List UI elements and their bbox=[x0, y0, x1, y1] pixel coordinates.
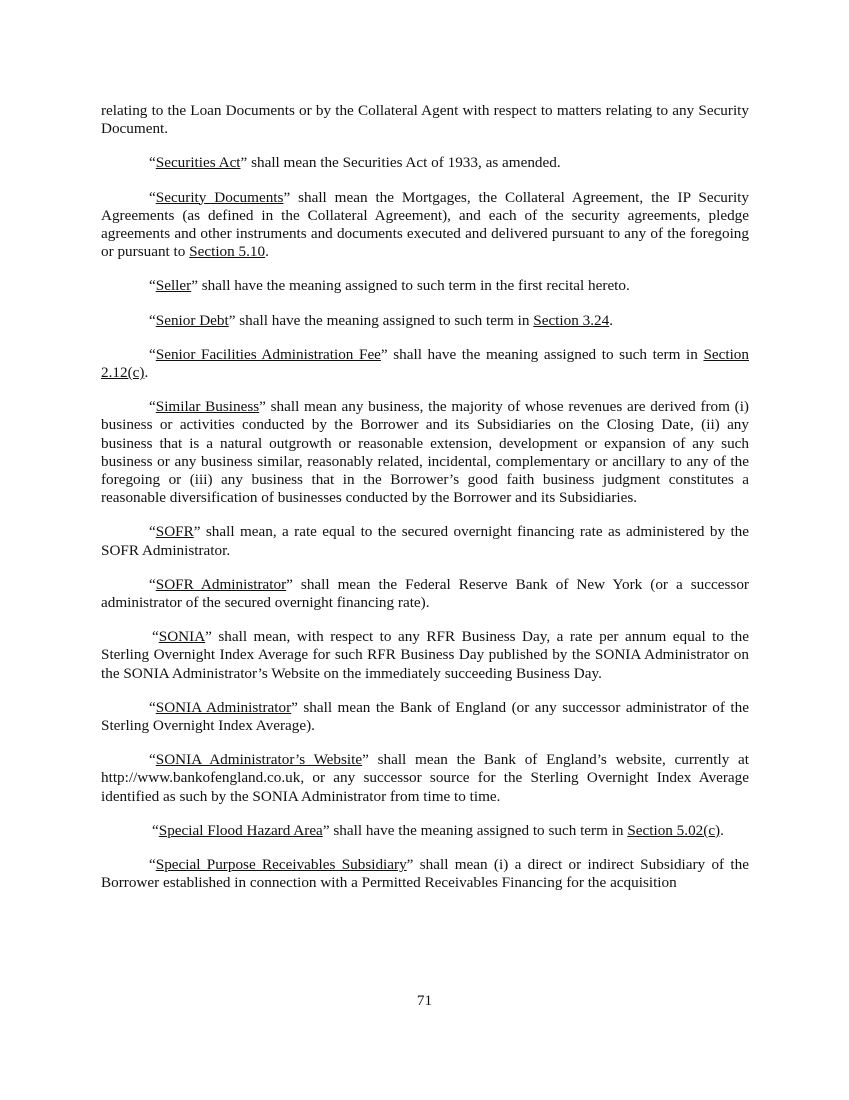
definition-security-documents bbox=[101, 189, 749, 262]
defined-term: Seller bbox=[155, 277, 192, 295]
defined-term: Special Flood Hazard Area bbox=[158, 821, 323, 839]
open-quote: “ bbox=[149, 154, 156, 172]
defined-term: Special Purpose Receivables Subsidiary bbox=[155, 856, 407, 874]
definition-text: ” shall mean any business, the majority of whose revenues are derived from (i) business or activities conducted by the Borrower and its Subsidiaries on the Closing Date, (ii) any business that is a natural outgrowth or reasonable extension, development or expansion of any such business or any business similar, reasonably related, incidental, complementary or ancillary to any of the foregoing or (iii) any business that in the Borrower’s good faith business judgment constitutes a reasonable diversification of businesses conducted by the Borrower and its Subsidiaries. bbox=[101, 398, 749, 507]
definition-text: ” shall mean the Bank of England’s website, currently at http://www.bankofengland.co.uk, or any successor source for the Sterling Overnight Index Average identified as such by the SONIA Administrator from time to time. bbox=[101, 751, 749, 805]
definition-text: ” shall mean the Bank of England (or any successor administrator of the Sterling Overnight Index Average). bbox=[101, 698, 749, 735]
definition-text: ” shall mean (i) a direct or indirect Subsidiary of the Borrower established in connection with a Permitted Receivables Financing for the acquisition bbox=[101, 856, 749, 892]
definition-end: . bbox=[144, 364, 149, 382]
open-quote: “ bbox=[149, 751, 156, 769]
definition-text: ” shall have the meaning assigned to such term in bbox=[380, 345, 704, 363]
definition-end: . bbox=[720, 821, 724, 839]
open-quote: “ bbox=[149, 398, 156, 416]
paragraph-text: relating to the Loan Documents or by the Collateral Agent with respect to matters relating to any Security Document. bbox=[101, 102, 749, 138]
definition-text: ” shall have the meaning assigned to such term in bbox=[228, 311, 534, 329]
open-quote: “ bbox=[152, 628, 159, 646]
open-quote: “ bbox=[149, 277, 156, 295]
definition-sofr-administrator bbox=[101, 576, 749, 612]
defined-term: Security Documents bbox=[155, 188, 284, 206]
definition-sofr bbox=[101, 523, 749, 559]
defined-term: SONIA bbox=[158, 628, 206, 646]
defined-term: SONIA Administrator bbox=[155, 698, 292, 716]
defined-term: SOFR bbox=[155, 523, 194, 541]
section-reference: Section 5.10 bbox=[189, 243, 266, 261]
open-quote: “ bbox=[152, 821, 159, 839]
definition-sonia bbox=[101, 628, 749, 683]
definition-text: ” shall mean the Federal Reserve Bank of New York (or a successor administrator of the secured overnight financing rate). bbox=[101, 575, 749, 612]
document-body bbox=[101, 102, 749, 909]
open-quote: “ bbox=[149, 345, 156, 363]
section-reference: Section 3.24 bbox=[533, 311, 610, 329]
definition-sonia-administrator bbox=[101, 699, 749, 735]
defined-term: SOFR Administrator bbox=[155, 575, 287, 593]
definition-text: ” shall have the meaning assigned to such term in the first recital hereto. bbox=[191, 277, 630, 295]
section-reference: Section 5.02(c) bbox=[627, 821, 721, 839]
open-quote: “ bbox=[149, 575, 156, 593]
definition-senior-debt bbox=[101, 312, 749, 330]
definition-senior-facilities-administration-fee bbox=[101, 346, 749, 382]
paragraph-continuation bbox=[101, 102, 749, 138]
page-number: 71 bbox=[416, 992, 433, 1009]
definition-seller bbox=[101, 277, 749, 295]
definition-text: ” shall mean the Mortgages, the Collateral Agreement, the IP Security Agreements (as defined in the Collateral Agreement), and each of the security agreements, pledge agreements and other instruments and documents executed and delivered pursuant to any of the foregoing or pursuant to bbox=[101, 188, 749, 261]
definition-end: . bbox=[265, 243, 269, 261]
definition-end: . bbox=[609, 311, 613, 329]
definition-text: ” shall mean, with respect to any RFR Business Day, a rate per annum equal to the Sterling Overnight Index Average for such RFR Business Day published by the SONIA Administrator on the SONIA Administrator’s Website on the immediately succeeding Business Day. bbox=[101, 628, 749, 682]
definition-text: ” shall have the meaning assigned to such term in bbox=[322, 821, 628, 839]
definition-special-purpose-receivables-subsidiary bbox=[101, 856, 749, 892]
definition-special-flood-hazard-area bbox=[101, 822, 749, 840]
defined-term: SONIA Administrator’s Website bbox=[155, 751, 363, 769]
definition-text: ” shall mean the Securities Act of 1933, as amended. bbox=[240, 154, 561, 172]
defined-term: Similar Business bbox=[155, 398, 260, 416]
open-quote: “ bbox=[149, 311, 156, 329]
definition-securities-act bbox=[101, 154, 749, 172]
section-reference: Section 2.12(c) bbox=[101, 345, 749, 382]
defined-term: Senior Debt bbox=[155, 311, 229, 329]
definition-text: ” shall mean, a rate equal to the secured overnight financing rate as administered by the SOFR Administrator. bbox=[101, 523, 749, 559]
open-quote: “ bbox=[149, 698, 156, 716]
defined-term: Senior Facilities Administration Fee bbox=[155, 345, 381, 363]
definition-similar-business bbox=[101, 398, 749, 507]
open-quote: “ bbox=[149, 188, 156, 206]
defined-term: Securities Act bbox=[155, 154, 241, 172]
open-quote: “ bbox=[149, 523, 156, 541]
open-quote: “ bbox=[149, 856, 156, 874]
definition-sonia-administrators-website bbox=[101, 751, 749, 806]
